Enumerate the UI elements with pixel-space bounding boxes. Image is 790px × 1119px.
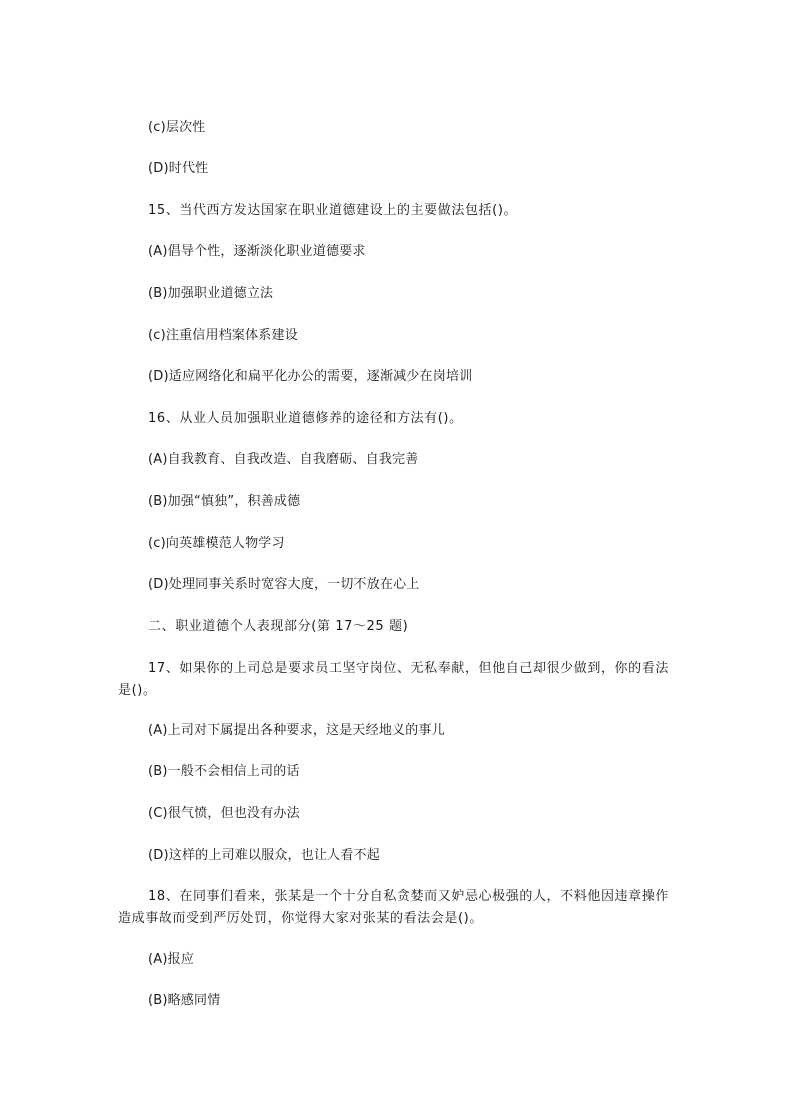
option-17-c: (C)很气愤，但也没有办法: [148, 806, 300, 821]
option-d-era: (D)时代性: [148, 161, 209, 176]
option-16-c: (c)向英雄模范人物学习: [148, 536, 285, 551]
option-16-b: (B)加强“慎独”，积善成德: [148, 494, 301, 509]
option-16-a: (A)自我教育、自我改造、自我磨砺、自我完善: [148, 452, 419, 467]
question-18: 18、在同事们看来，张某是一个十分自私贪婪而又妒忌心极强的人，不料他因违章操作造成事故而受到严厉处罚，你觉得大家对张某的看法会是()。: [118, 889, 669, 926]
option-15-b: (B)加强职业道德立法: [148, 286, 274, 301]
option-15-c: (c)注重信用档案体系建设: [148, 328, 298, 343]
section-heading: 二、职业道德个人表现部分(第 17～25 题): [148, 619, 409, 634]
option-18-b: (B)略感同情: [148, 993, 221, 1008]
option-17-d: (D)这样的上司难以服众，也让人看不起: [148, 848, 380, 863]
question-15: 15、当代西方发达国家在职业道德建设上的主要做法包括()。: [148, 203, 518, 218]
option-17-a: (A)上司对下属提出各种要求，这是天经地义的事儿: [148, 723, 445, 738]
option-c-hierarchy: (c)层次性: [148, 120, 206, 135]
option-18-a: (A)报应: [148, 952, 195, 967]
question-17: 17、如果你的上司总是要求员工坚守岗位、无私奉献，但他自己却很少做到，你的看法是()。: [118, 661, 669, 698]
option-15-a: (A)倡导个性，逐渐淡化职业道德要求: [148, 244, 366, 259]
option-16-d: (D)处理同事关系时宽容大度，一切不放在心上: [148, 577, 420, 592]
option-15-d: (D)适应网络化和扁平化办公的需要，逐渐减少在岗培训: [148, 369, 473, 384]
question-16: 16、从业人员加强职业道德修养的途径和方法有()。: [148, 411, 463, 426]
option-17-b: (B)一般不会相信上司的话: [148, 764, 300, 779]
